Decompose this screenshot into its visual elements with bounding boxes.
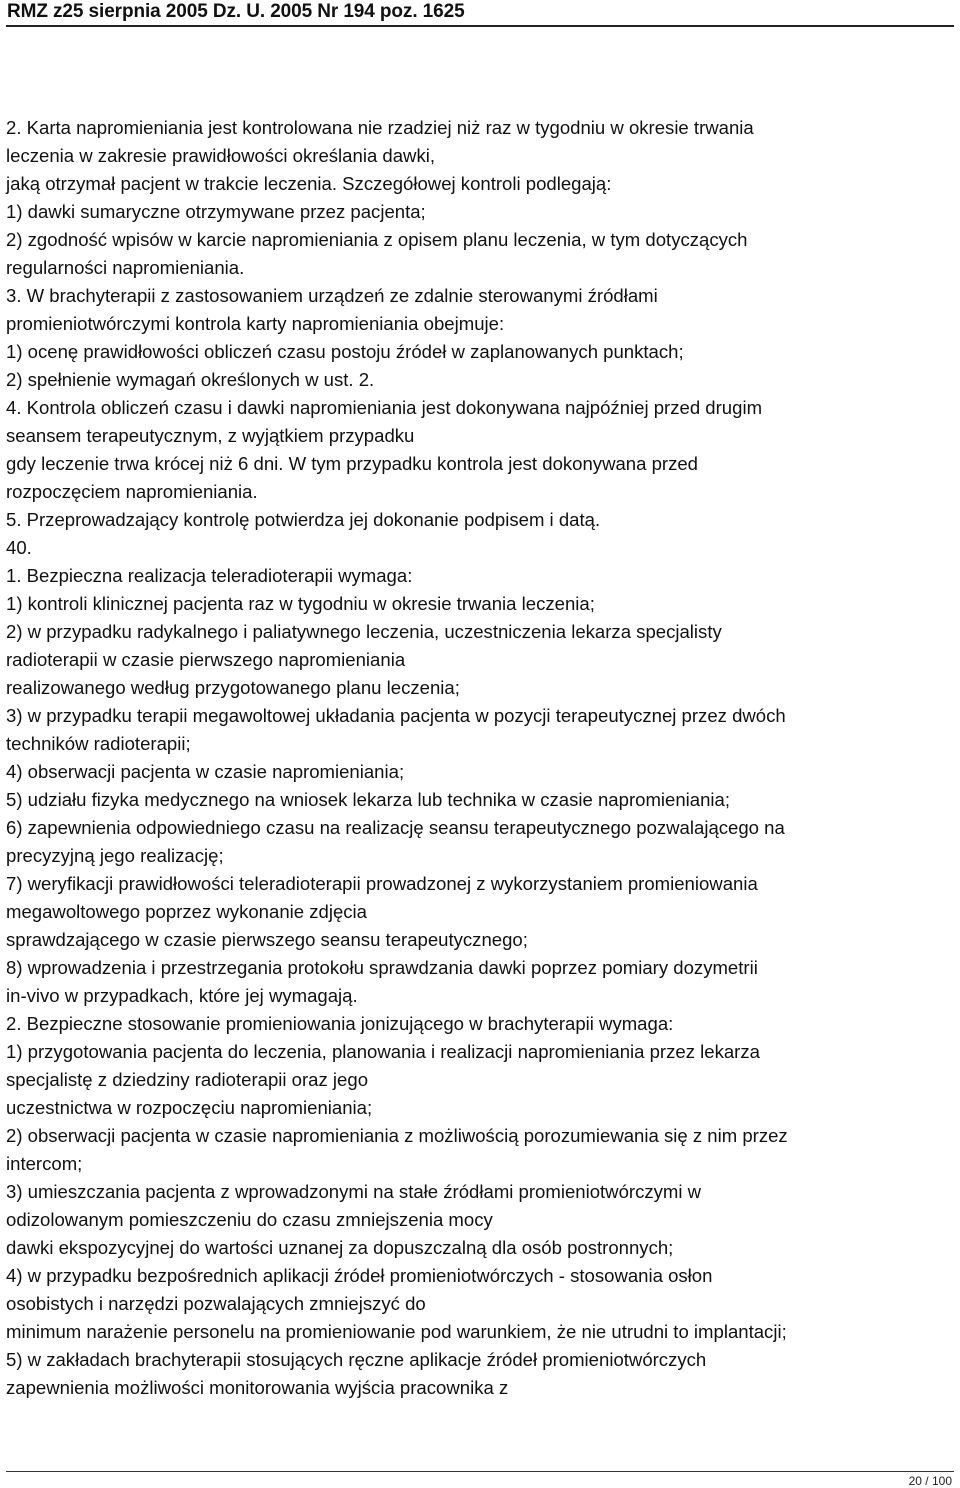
text-line: odizolowanym pomieszczeniu do czasu zmniejszenia mocy [6, 1209, 493, 1230]
text-line: gdy leczenie trwa krócej niż 6 dni. W tym przypadku kontrola jest dokonywana przed [6, 453, 699, 474]
text-line: 6) zapewnienia odpowiedniego czasu na realizację seansu terapeutycznego pozwalającego na [6, 817, 785, 838]
page-header [6, 0, 954, 28]
text-line: 3) umieszczania pacjenta z wprowadzonymi na stałe źródłami promieniotwórczymi w [6, 1181, 702, 1202]
text-line: sprawdzającego w czasie pierwszego seansu terapeutycznego; [6, 929, 528, 950]
document-body [6, 114, 956, 1402]
text-line: osobistych i narzędzi pozwalających zmniejszyć do [6, 1293, 426, 1314]
text-line: 5. Przeprowadzający kontrolę potwierdza jej dokonanie podpisem i datą. [6, 509, 601, 530]
text-line: 1) dawki sumaryczne otrzymywane przez pacjenta; [6, 201, 426, 222]
text-line: megawoltowego poprzez wykonanie zdjęcia [6, 901, 368, 922]
text-line: 2) spełnienie wymagań określonych w ust. 2. [6, 369, 375, 390]
text-line: jaką otrzymał pacjent w trakcie leczenia. Szczegółowej kontroli podlegają: [6, 173, 612, 194]
text-line: minimum narażenie personelu na promieniowanie pod warunkiem, że nie utrudni to implantacji; [6, 1321, 787, 1342]
text-line: 1) kontroli klinicznej pacjenta raz w tygodniu w okresie trwania leczenia; [6, 593, 595, 614]
text-line: 2) obserwacji pacjenta w czasie napromieniania z możliwością porozumiewania się z nim przez [6, 1125, 788, 1146]
text-line: leczenia w zakresie prawidłowości określania dawki, [6, 145, 436, 166]
text-line: regularności napromieniania. [6, 257, 245, 278]
text-line: 40. [6, 537, 32, 558]
header-divider [6, 25, 954, 27]
text-line: 7) weryfikacji prawidłowości teleradioterapii prowadzonej z wykorzystaniem promieniowania [6, 873, 758, 894]
page-number: 20 / 100 [908, 1474, 952, 1488]
footer-divider [6, 1471, 954, 1472]
text-line: 2. Karta napromieniania jest kontrolowana nie rzadziej niż raz w tygodniu w okresie trwania [6, 117, 754, 138]
text-line: zapewnienia możliwości monitorowania wyjścia pracownika z [6, 1377, 509, 1398]
text-line: 2) w przypadku radykalnego i paliatywnego leczenia, uczestniczenia lekarza specjalisty [6, 621, 722, 642]
text-line: intercom; [6, 1153, 83, 1174]
text-line: 5) udziału fizyka medycznego na wniosek lekarza lub technika w czasie napromieniania; [6, 789, 731, 810]
text-line: in-vivo w przypadkach, które jej wymagają. [6, 985, 358, 1006]
text-line: uczestnictwa w rozpoczęciu napromieniania; [6, 1097, 373, 1118]
text-line: 2. Bezpieczne stosowanie promieniowania jonizującego w brachyterapii wymaga: [6, 1013, 674, 1034]
text-line: promieniotwórczymi kontrola karty napromieniania obejmuje: [6, 313, 505, 334]
page-footer [6, 1466, 954, 1487]
text-line: 4. Kontrola obliczeń czasu i dawki napromieniania jest dokonywana najpóźniej przed drugim [6, 397, 763, 418]
text-line: 8) wprowadzenia i przestrzegania protokołu sprawdzania dawki poprzez pomiary dozymetrii [6, 957, 758, 978]
text-line: rozpoczęciem napromieniania. [6, 481, 258, 502]
text-line: 5) w zakładach brachyterapii stosujących ręczne aplikacje źródeł promieniotwórczych [6, 1349, 707, 1370]
text-line: 3) w przypadku terapii megawoltowej układania pacjenta w pozycji terapeutycznej przez dwóch [6, 705, 786, 726]
text-line: 1) przygotowania pacjenta do leczenia, planowania i realizacji napromieniania przez lekarza [6, 1041, 760, 1062]
text-line: realizowanego według przygotowanego planu leczenia; [6, 677, 460, 698]
text-line: dawki ekspozycyjnej do wartości uznanej za dopuszczalną dla osób postronnych; [6, 1237, 674, 1258]
text-line: 2) zgodność wpisów w karcie napromieniania z opisem planu leczenia, w tym dotyczących [6, 229, 748, 250]
text-line: 1) ocenę prawidłowości obliczeń czasu postoju źródeł w zaplanowanych punktach; [6, 341, 684, 362]
text-line: specjalistę z dziedziny radioterapii oraz jego [6, 1069, 369, 1090]
document-title: RMZ z25 sierpnia 2005 Dz. U. 2005 Nr 194 poz. 1625 [7, 1, 465, 22]
text-line: precyzyjną jego realizację; [6, 845, 224, 866]
text-line: 4) obserwacji pacjenta w czasie napromieniania; [6, 761, 405, 782]
text-line: techników radioterapii; [6, 733, 191, 754]
text-line: seansem terapeutycznym, z wyjątkiem przypadku [6, 425, 415, 446]
text-line: radioterapii w czasie pierwszego napromieniania [6, 649, 406, 670]
text-line: 3. W brachyterapii z zastosowaniem urządzeń ze zdalnie sterowanymi źródłami [6, 285, 658, 306]
text-line: 4) w przypadku bezpośrednich aplikacji źródeł promieniotwórczych - stosowania osłon [6, 1265, 713, 1286]
text-line: 1. Bezpieczna realizacja teleradioterapii wymaga: [6, 565, 413, 586]
